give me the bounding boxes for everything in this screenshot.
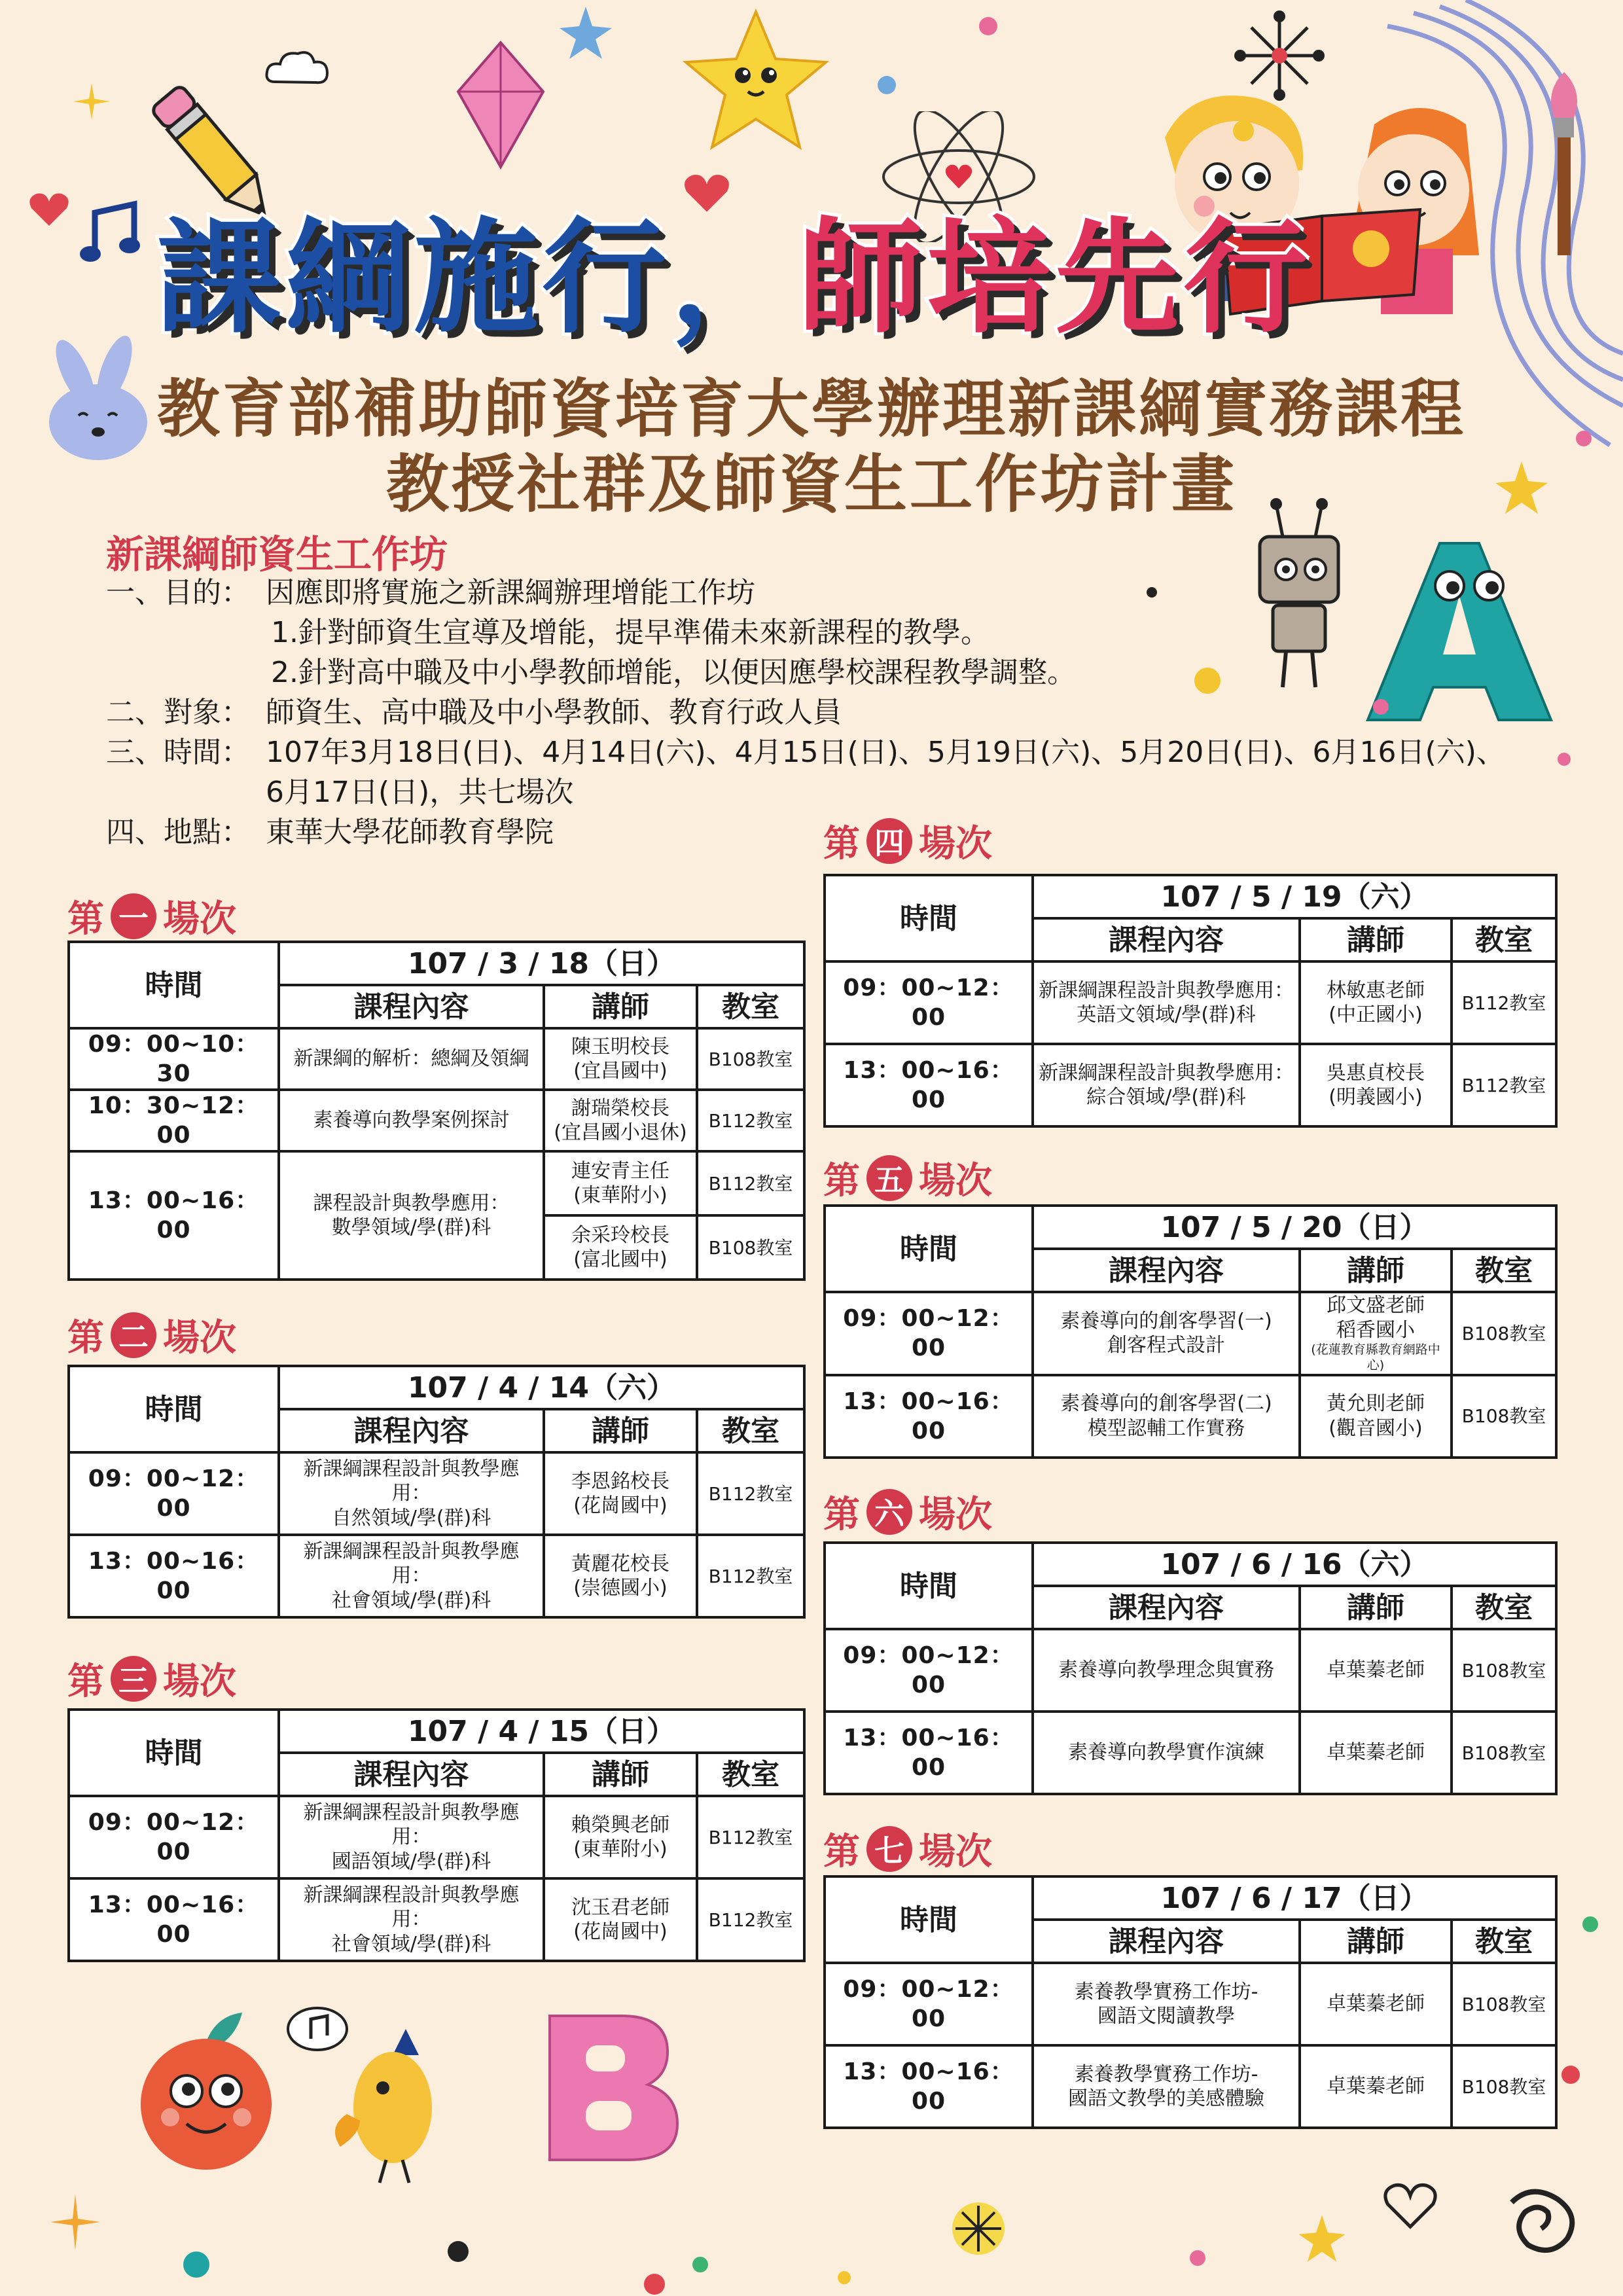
col-time-header: 時間 (825, 1543, 1033, 1629)
time-cell: 10：30~12：00 (69, 1090, 279, 1151)
session-prefix: 第 (67, 1660, 104, 1703)
table-header-row (825, 875, 1556, 918)
session-heading-6 (823, 1486, 992, 1538)
teacher-school: (東華附小) (573, 1838, 668, 1861)
schedule-table-6 (823, 1541, 1558, 1795)
teacher-name: 沈玉君老師 (571, 1895, 669, 1919)
session-suffix: 場次 (163, 1660, 236, 1703)
session-date: 107 / 4 / 15（日） (279, 1710, 804, 1753)
session-prefix: 第 (67, 1317, 104, 1359)
room-cell: B112教室 (697, 1878, 804, 1961)
teacher-name: 謝瑞榮校長 (571, 1096, 669, 1120)
place-text: 東華大學花師教育學院 (266, 816, 554, 849)
col-course-header: 課程內容 (279, 985, 544, 1028)
room-cell: B108教室 (1452, 2045, 1556, 2128)
course-line-1: 素養導向的創客學習(一) (1060, 1309, 1272, 1333)
teacher-cell (544, 1215, 697, 1280)
session-prefix: 第 (823, 823, 860, 865)
course-line-2: 模型認輔工作實務 (1088, 1416, 1245, 1440)
col-course-header: 課程內容 (279, 1753, 544, 1796)
session-number: 四 (866, 818, 912, 864)
info-place (106, 812, 1505, 852)
course-cell: 新課綱的解析：總綱及領綱 (279, 1028, 544, 1090)
time-cell: 09：00~12：00 (69, 1796, 279, 1878)
teacher-org: (花蓮教育縣教育網路中心) (1311, 1342, 1440, 1372)
course-cell: 素養導向教學實作演練 (1033, 1712, 1300, 1794)
teacher-cell (1300, 961, 1452, 1044)
subtitle-line-1: 教育部補助師資培育大學辦理新課綱實務課程 (157, 372, 1466, 446)
session-number: 七 (866, 1826, 912, 1872)
time-cell: 13：00~16：00 (69, 1878, 279, 1961)
room-cell: B112教室 (1452, 1044, 1556, 1126)
col-course-header: 課程內容 (1033, 1586, 1300, 1629)
teacher-cell (1300, 1044, 1452, 1126)
col-teacher-header: 講師 (1300, 1920, 1452, 1963)
table-row (825, 2045, 1556, 2128)
teacher-name: 林敏惠老師 (1327, 978, 1425, 1002)
table-row (69, 1090, 804, 1151)
teacher-name: 黃允則老師 (1327, 1392, 1425, 1415)
course-line-1: 新課綱課程設計與教學應用： (303, 1457, 520, 1505)
time-cell: 09：00~10：30 (69, 1028, 279, 1090)
room-cell: B108教室 (1452, 1292, 1556, 1375)
section-title: 新課綱師資生工作坊 (106, 532, 448, 577)
teacher-name: 李恩銘校長 (571, 1469, 669, 1493)
teacher-school: (花崗國中) (573, 1920, 668, 1943)
table-row (69, 1028, 804, 1090)
teacher-school: (宜昌國中) (573, 1060, 668, 1083)
col-room-header: 教室 (1452, 1586, 1556, 1629)
session-date: 107 / 4 / 14（六） (279, 1366, 804, 1409)
session-number: 一 (111, 893, 156, 939)
course-cell (279, 1151, 544, 1280)
course-line-2: 社會領域/學(群)科 (331, 1588, 491, 1612)
time-cell: 09：00~12：00 (825, 1292, 1033, 1375)
col-room-header: 教室 (1452, 1920, 1556, 1963)
session-date: 107 / 5 / 19（六） (1033, 875, 1556, 918)
table-header-row (69, 1710, 804, 1753)
course-line-2: 國語領域/學(群)科 (331, 1850, 491, 1873)
time-text-2: 6月17日(日)，共七場次 (266, 776, 574, 809)
table-row (69, 1452, 804, 1535)
col-teacher-header: 講師 (1300, 1249, 1452, 1292)
session-number: 六 (866, 1489, 912, 1535)
schedule-table-1 (67, 941, 806, 1281)
teacher-name: 連安青主任 (571, 1159, 669, 1183)
schedule-table-5 (823, 1204, 1558, 1459)
teacher-name: 陳玉明校長 (571, 1035, 669, 1058)
course-line-2: 國語文教學的美感體驗 (1068, 2087, 1264, 2110)
course-line-1: 新課綱課程設計與教學應用： (1039, 978, 1294, 1002)
teacher-cell (544, 1452, 697, 1535)
session-heading-7 (823, 1823, 992, 1875)
table-row (825, 1963, 1556, 2045)
session-suffix: 場次 (163, 898, 236, 941)
session-date: 107 / 5 / 20（日） (1033, 1206, 1556, 1249)
teacher-cell (1300, 1292, 1452, 1375)
teacher-school: (崇德國小) (573, 1577, 668, 1600)
col-time-header: 時間 (825, 1876, 1033, 1963)
info-target (106, 692, 1505, 732)
place-label: 四、地點： (106, 816, 250, 849)
time-cell: 09：00~12：00 (69, 1452, 279, 1535)
course-cell (1033, 961, 1300, 1044)
teacher-cell (544, 1028, 697, 1090)
table-row (825, 1629, 1556, 1712)
course-cell (279, 1452, 544, 1535)
col-time-header: 時間 (825, 1206, 1033, 1292)
session-prefix: 第 (823, 1160, 860, 1202)
purpose-item-1: 1.針對師資生宣導及增能，提早準備未來新課程的教學。 (271, 616, 990, 649)
col-time-header: 時間 (825, 875, 1033, 961)
time-cell: 13：00~16：00 (69, 1535, 279, 1617)
col-teacher-header: 講師 (1300, 1586, 1452, 1629)
course-line-2: 社會領域/學(群)科 (331, 1932, 491, 1956)
session-heading-1 (67, 890, 236, 942)
target-text: 師資生、高中職及中小學教師、教育行政人員 (266, 696, 842, 729)
course-cell (1033, 2045, 1300, 2128)
teacher-school: (東華附小) (573, 1184, 668, 1207)
table-header-row (69, 1366, 804, 1409)
col-course-header: 課程內容 (1033, 918, 1300, 961)
course-line-1: 素養教學實務工作坊- (1074, 2062, 1258, 2086)
course-cell (279, 1878, 544, 1961)
main-title (157, 206, 1312, 350)
room-cell: B108教室 (1452, 1629, 1556, 1712)
schedule-table-3 (67, 1708, 806, 1962)
purpose-text: 因應即將實施之新課綱辦理增能工作坊 (266, 576, 755, 609)
session-suffix: 場次 (919, 823, 992, 865)
teacher-name: 黃麗花校長 (571, 1552, 669, 1575)
session-suffix: 場次 (919, 1831, 992, 1873)
table-row (69, 1151, 804, 1215)
main-title-part-b: 師培先行 (798, 206, 1312, 350)
course-cell (279, 1535, 544, 1617)
purpose-label: 一、目的： (106, 576, 250, 609)
course-line-1: 素養教學實務工作坊- (1074, 1980, 1258, 2003)
main-title-part-a: 課綱施行 (157, 206, 671, 350)
table-row (825, 1044, 1556, 1126)
purpose-item-2: 2.針對高中職及中小學教師增能，以便因應學校課程教學調整。 (271, 656, 1076, 689)
subtitle-line-2: 教授社群及師資生工作坊計畫 (386, 448, 1237, 521)
course-line-2: 國語文閱讀教學 (1097, 2005, 1235, 2028)
schedule-table-7 (823, 1875, 1558, 2129)
teacher-school: (富北國中) (573, 1248, 668, 1271)
room-cell: B108教室 (1452, 1963, 1556, 2045)
time-cell: 13：00~16：00 (825, 1044, 1033, 1126)
teacher-name: 吳惠貞校長 (1327, 1061, 1425, 1085)
teacher-cell: 卓葉蓁老師 (1300, 1629, 1452, 1712)
teacher-cell (544, 1535, 697, 1617)
course-line-2: 創客程式設計 (1107, 1334, 1225, 1357)
session-number: 二 (111, 1312, 156, 1358)
teacher-school: (明義國小) (1329, 1086, 1423, 1109)
table-row (825, 1712, 1556, 1794)
col-room-header: 教室 (697, 985, 804, 1028)
col-time-header: 時間 (69, 1710, 279, 1796)
time-cell: 13：00~16：00 (825, 2045, 1033, 2128)
info-block (106, 573, 1505, 852)
info-purpose (106, 573, 1505, 613)
teacher-cell: 卓葉蓁老師 (1300, 1963, 1452, 2045)
room-cell: B112教室 (697, 1090, 804, 1151)
course-cell (279, 1796, 544, 1878)
teacher-school: (觀音國小) (1329, 1416, 1423, 1440)
session-heading-3 (67, 1653, 236, 1705)
table-row (69, 1878, 804, 1961)
course-line-1: 新課綱課程設計與教學應用： (303, 1539, 520, 1588)
room-cell: B112教室 (697, 1535, 804, 1617)
col-course-header: 課程內容 (279, 1409, 544, 1452)
teacher-cell (544, 1090, 697, 1151)
course-cell (1033, 1963, 1300, 2045)
session-heading-4 (823, 815, 992, 867)
teacher-cell: 卓葉蓁老師 (1300, 1712, 1452, 1794)
course-line-1: 新課綱課程設計與教學應用： (303, 1801, 520, 1849)
course-line-2: 自然領域/學(群)科 (331, 1506, 491, 1530)
session-date: 107 / 3 / 18（日） (279, 942, 804, 985)
session-suffix: 場次 (919, 1494, 992, 1536)
teacher-name: 賴榮興老師 (571, 1813, 669, 1837)
session-date: 107 / 6 / 17（日） (1033, 1876, 1556, 1920)
course-line-1: 新課綱課程設計與教學應用： (1039, 1061, 1294, 1085)
time-label: 三、時間： (106, 736, 250, 769)
time-cell: 13：00~16：00 (69, 1151, 279, 1280)
room-cell: B108教室 (1452, 1375, 1556, 1458)
col-time-header: 時間 (69, 942, 279, 1028)
time-cell: 09：00~12：00 (825, 961, 1033, 1044)
session-heading-5 (823, 1152, 992, 1204)
course-cell (1033, 1044, 1300, 1126)
session-number: 五 (866, 1155, 912, 1201)
table-row (69, 1796, 804, 1878)
target-label: 二、對象： (106, 696, 250, 729)
room-cell: B112教室 (697, 1796, 804, 1878)
table-header-row (825, 1206, 1556, 1249)
time-cell: 13：00~16：00 (825, 1712, 1033, 1794)
course-cell (1033, 1375, 1300, 1458)
session-suffix: 場次 (163, 1317, 236, 1359)
room-cell: B112教室 (697, 1452, 804, 1535)
table-row (825, 1292, 1556, 1375)
teacher-name: 余采玲校長 (571, 1223, 669, 1247)
time-cell: 09：00~12：00 (825, 1963, 1033, 2045)
schedule-table-4 (823, 874, 1558, 1128)
session-prefix: 第 (67, 898, 104, 941)
teacher-school: (花崗國中) (573, 1494, 668, 1517)
room-cell: B108教室 (697, 1215, 804, 1280)
col-room-header: 教室 (1452, 918, 1556, 961)
col-teacher-header: 講師 (1300, 918, 1452, 961)
time-cell: 13：00~16：00 (825, 1375, 1033, 1458)
col-teacher-header: 講師 (544, 1753, 697, 1796)
table-row (825, 1375, 1556, 1458)
col-room-header: 教室 (697, 1409, 804, 1452)
session-prefix: 第 (823, 1831, 860, 1873)
col-room-header: 教室 (697, 1753, 804, 1796)
main-title-comma: ， (670, 206, 799, 350)
session-date: 107 / 6 / 16（六） (1033, 1543, 1556, 1586)
table-header-row (69, 942, 804, 985)
course-cell: 素養導向教學理念與實務 (1033, 1629, 1300, 1712)
room-cell: B108教室 (697, 1028, 804, 1090)
teacher-school: (宜昌國小退休) (554, 1121, 687, 1144)
col-teacher-header: 講師 (544, 1409, 697, 1452)
course-cell: 素養導向教學案例探討 (279, 1090, 544, 1151)
col-course-header: 課程內容 (1033, 1249, 1300, 1292)
schedule-table-2 (67, 1365, 806, 1619)
teacher-name: 邱文盛老師 (1327, 1294, 1425, 1317)
table-row (69, 1535, 804, 1617)
col-time-header: 時間 (69, 1366, 279, 1452)
course-line-2: 綜合領域/學(群)科 (1086, 1086, 1246, 1109)
session-heading-2 (67, 1309, 236, 1361)
table-header-row (825, 1543, 1556, 1586)
info-time (106, 732, 1505, 772)
course-line-2: 英語文領域/學(群)科 (1077, 1003, 1256, 1026)
course-line-1: 新課綱課程設計與教學應用： (303, 1883, 520, 1931)
session-prefix: 第 (823, 1494, 860, 1536)
col-room-header: 教室 (1452, 1249, 1556, 1292)
table-header-row (825, 1876, 1556, 1920)
table-row (825, 961, 1556, 1044)
time-cell: 09：00~12：00 (825, 1629, 1033, 1712)
course-line-1: 素養導向的創客學習(二) (1060, 1392, 1272, 1415)
teacher-cell (544, 1878, 697, 1961)
room-cell: B108教室 (1452, 1712, 1556, 1794)
teacher-cell (1300, 1375, 1452, 1458)
course-line-1: 課程設計與教學應用： (313, 1191, 510, 1215)
teacher-school: 稻香國小 (1336, 1318, 1415, 1342)
room-cell: B112教室 (697, 1151, 804, 1215)
time-text: 107年3月18日(日)、4月14日(六)、4月15日(日)、5月19日(六)、5月20日(日)、6月16日(六)、 (266, 736, 1505, 769)
teacher-cell (544, 1796, 697, 1878)
teacher-school: (中正國小) (1329, 1003, 1423, 1026)
session-number: 三 (111, 1656, 156, 1702)
col-teacher-header: 講師 (544, 985, 697, 1028)
room-cell: B112教室 (1452, 961, 1556, 1044)
session-suffix: 場次 (919, 1160, 992, 1202)
course-cell (1033, 1292, 1300, 1375)
teacher-cell: 卓葉蓁老師 (1300, 2045, 1452, 2128)
teacher-cell (544, 1151, 697, 1215)
col-course-header: 課程內容 (1033, 1920, 1300, 1963)
course-line-2: 數學領域/學(群)科 (331, 1216, 491, 1239)
